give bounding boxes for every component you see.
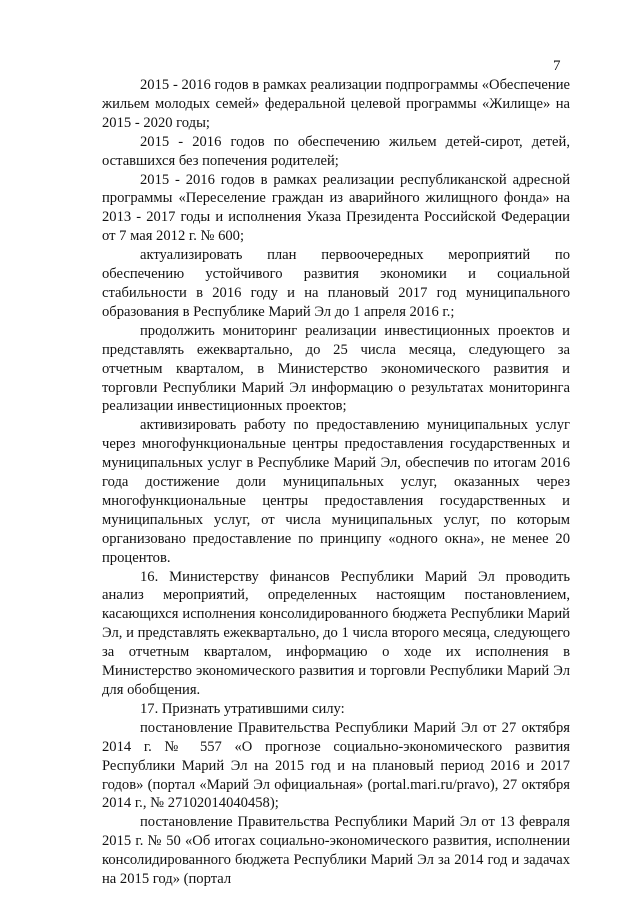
paragraph: актуализировать план первоочередных мероприятий по обеспечению устойчивого развития экономики и социальной стабильности в 2016 году и на плановый 2017 год муниципального образования в Республике Марий Эл до 1 апреля 2016 г.; <box>102 247 570 320</box>
paragraph: постановление Правительства Республики Марий Эл от 13 февраля 2015 г. № 50 «Об итогах социально-экономического развития, исполнении консолидированного бюджета Республики Марий Эл за 2014 год и задачах на 2015 год» (портал <box>102 814 570 888</box>
page-number: 7 <box>553 58 561 74</box>
paragraph: 2015 - 2016 годов в рамках реализации республиканской адресной программы «Переселение граждан из аварийного жилищного фонда» на 2013 - 2017 годы и исполнения Указа Президента Российской Федерации от 7 мая 2012 г. № 600; <box>102 171 570 245</box>
document-body <box>102 76 570 889</box>
paragraph: 2015 - 2016 годов по обеспечению жильем детей-сирот, детей, оставшихся без попечения родителей; <box>102 133 570 169</box>
paragraph: постановление Правительства Республики Марий Эл от 27 октября 2014 г. № 557 «О прогнозе социально-экономического развития Республики Марий Эл на 2015 год и на плановый период 2016 и 2017 годов» (портал «Марий Эл официальная» (portal.mari.ru/pravo), 27 октября 2014 г., № 27102014040458); <box>102 719 570 812</box>
paragraph: продолжить мониторинг реализации инвестиционных проектов и представлять ежеквартально, до 25 числа месяца, следующего за отчетным кварталом, в Министерство экономического развития и торговли Республики Марий Эл информацию о результатах мониторинга реализации инвестиционных проектов; <box>102 322 570 415</box>
paragraph: 17. Признать утратившими силу: <box>140 700 345 717</box>
paragraph: 2015 - 2016 годов в рамках реализации подпрограммы «Обеспечение жильем молодых семей» федеральной целевой программы «Жилище» на 2015 - 2020 годы; <box>102 77 570 131</box>
paragraph: активизировать работу по предоставлению муниципальных услуг через многофункциональные центры предоставления государственных и муниципальных услуг в Республике Марий Эл, обеспечив по итогам 2016 года достижение доли муниципальных услуг, оказанных через многофункциональные центры предоставления государственных и муниципальных услуг, от числа муниципальных услуг, по которым организовано предоставление по принципу «одного окна», не менее 20 процентов. <box>102 417 570 566</box>
paragraph: 16. Министерству финансов Республики Марий Эл проводить анализ мероприятий, определенных настоящим постановлением, касающихся исполнения консолидированного бюджета Республики Марий Эл, и представлять ежеквартально, до 1 числа второго месяца, следующего за отчетным кварталом, информацию о ходе их исполнения в Министерство экономического развития и торговли Республики Марий Эл для обобщения. <box>102 568 570 698</box>
